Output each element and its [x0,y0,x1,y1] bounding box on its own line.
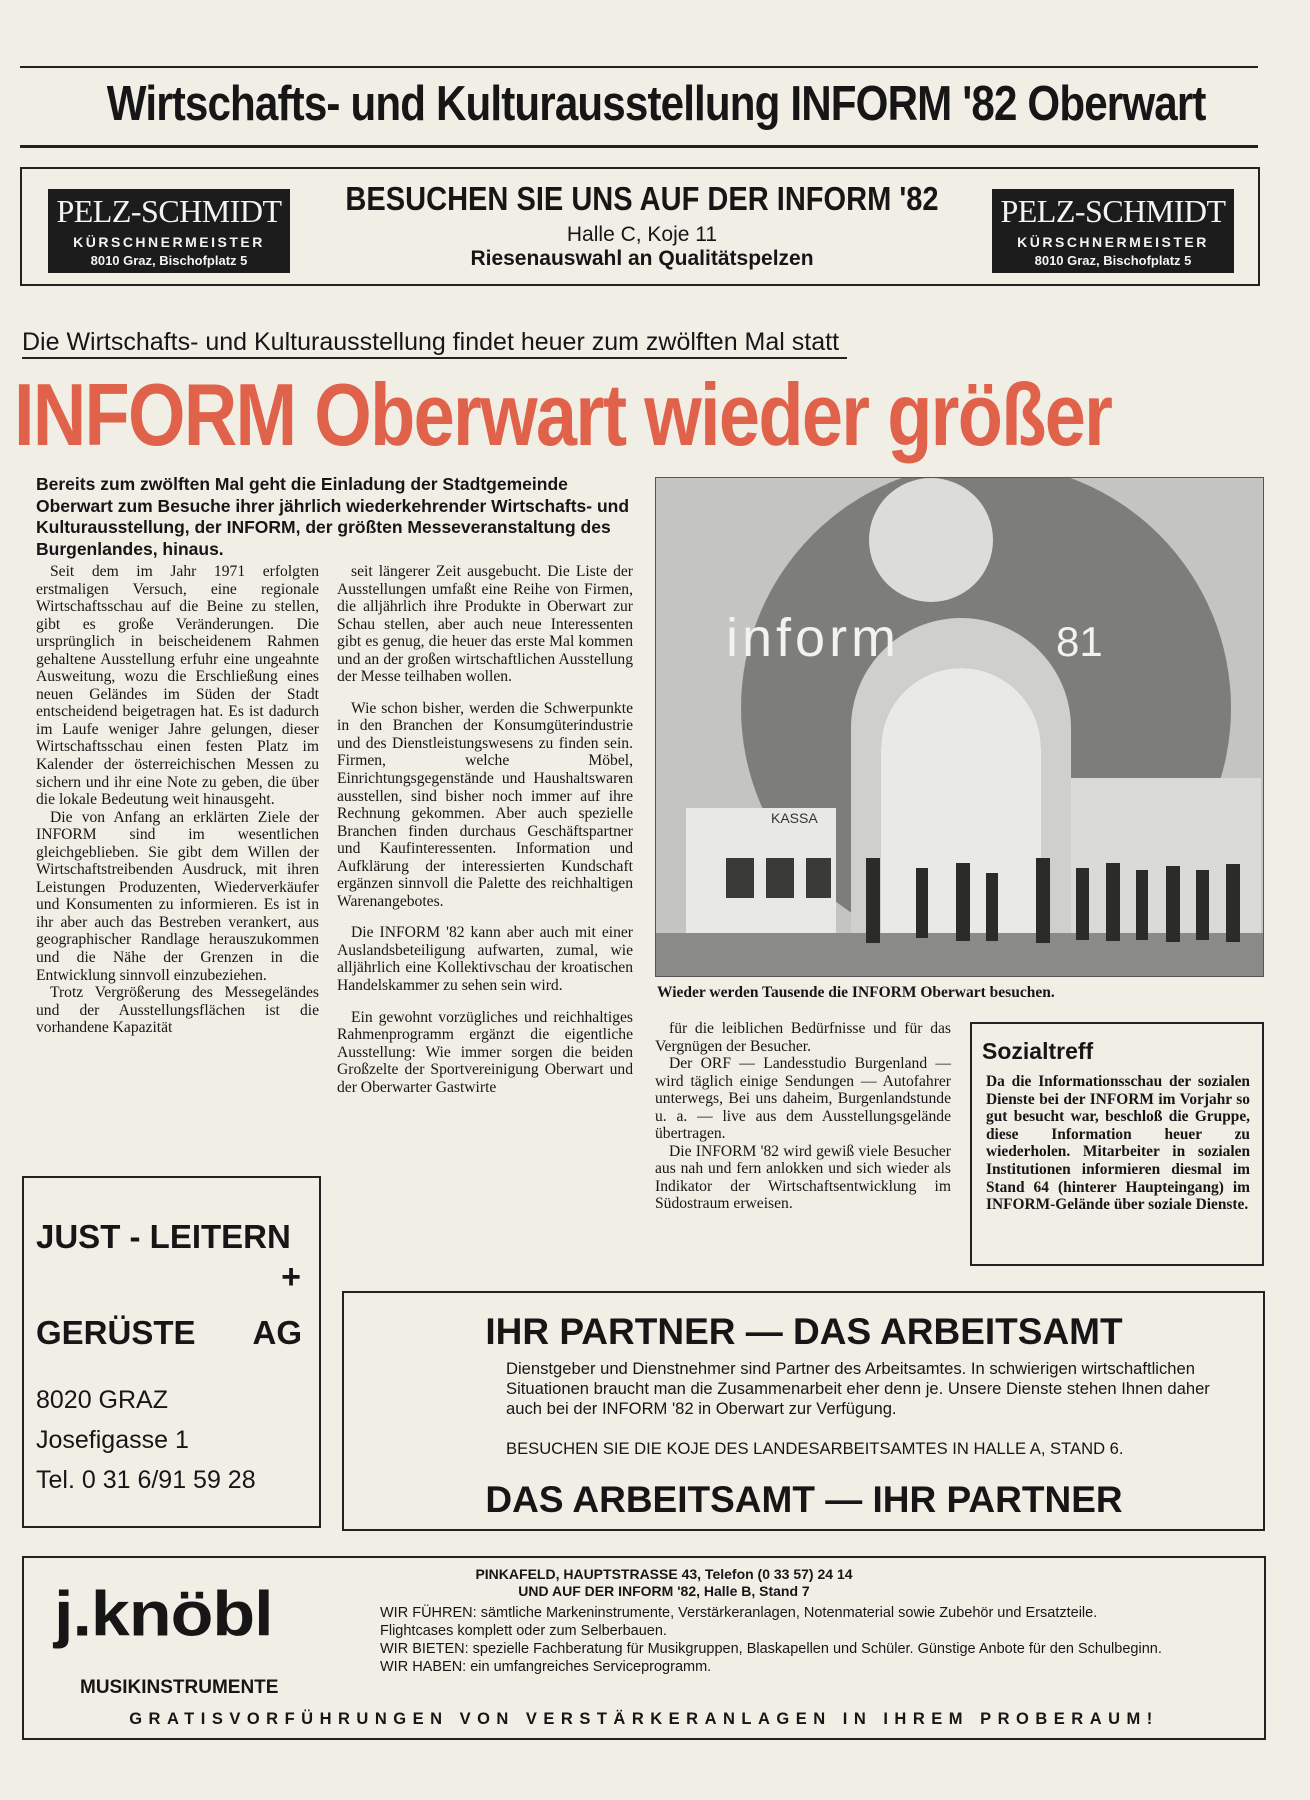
inform-arch-illustration [656,478,1263,976]
photo-kassa-sign: KASSA [771,810,818,826]
arbeitsamt-bottom-slogan: DAS ARBEITSAMT — IHR PARTNER [485,1479,1123,1520]
article-column-1 [36,563,319,1037]
knoebl-wir-haben [380,1658,1170,1676]
sozialtreff-body: Da die Informationsschau der sozialen Dienste bei der INFORM im Vorjahr so gut besucht war, beschloß die Gruppe, diese Information heuer zu wiederholen. Mitarbeiter in sozialen Institutionen informieren diesmal im Stand 64 (hinterer Haupteingang) im INFORM-Gelände über soziale Dienste. [986,1073,1250,1214]
photo-arch-year: 81 [1056,618,1103,665]
article-paragraph: Wie schon bisher, werden die Schwerpunkte in den Branchen der Konsumgüterindustrie und des Dienstleistungswesens zu finden sein. Firmen, welche Möbel, Einrichtungsgegenstände und Haushaltswaren ausstellen, sind bisher noch immer auf ihre Rechnung gekommen. Aber auch spezielle Branchen finden durchaus Geschäftspartner und Kaufinteressenten. Information und Aufklärung der interessierten Kundschaft ergänzen sinnvoll die Palette des reichhaltigen Warenangebotes. [337,699,633,910]
just-ad-phone: Tel. 0 31 6/91 59 28 [36,1466,256,1494]
pelz-schmidt-ad [20,167,1260,286]
article-column-2 [337,563,633,1096]
pelz-logo-title: KÜRSCHNERMEISTER [73,234,265,250]
knoebl-text: ein umfangreiches Serviceprogramm. [470,1659,712,1675]
article-paragraph: Ein gewohnt vorzügliches und reichhaltiges Rahmenprogramm ergänzt die eigentliche Ausstellung: Wie immer sorgen die beiden Großzelte der Sportvereinigung Oberwart und der Oberwarter Gastwirte [337,1008,633,1096]
just-leitern-ad [22,1176,321,1528]
article-paragraph: Die INFORM '82 wird gewiß viele Besucher aus nah und fern anlokken und sich wieder als Indikator der Wirtschaftsentwicklung im Südostraum erweisen. [655,1142,951,1213]
pelz-logo-title: KÜRSCHNERMEISTER [1017,234,1209,250]
knoebl-address-2: UND AUF DER INFORM '82, Halle B, Stand 7 [518,1583,810,1599]
knoebl-wir-bieten [380,1640,1170,1658]
article-paragraph: Die von Anfang an erklärten Ziele der INFORM sind im wesentlichen gleichgeblieben. Sie gibt dem Willen der Wirtschaftstreibenden Ausdruck, mit ihren Leistungen Produzenten, Wiederverkäufer und Konsumenten zu informieren. Es ist in ihr aber auch das Bestreben verankert, aus geographischer Randlage herauszukommen und die Nähe der Grenzen in die Entwicklung sinnvoll einzubeziehen. [36,808,319,984]
inform-photo [655,477,1264,977]
arbeitsamt-visit: BESUCHEN SIE DIE KOJE DES LANDESARBEITSAMTES IN HALLE A, STAND 6. [506,1439,1124,1458]
knoebl-banner: GRATISVORFÜHRUNGEN VON VERSTÄRKERANLAGEN IN IHREM PROBERAUM! [129,1710,1159,1728]
knoebl-label: WIR FÜHREN: [380,1605,477,1621]
article-paragraph: Seit dem im Jahr 1971 erfolgten erstmaligen Versuch, eine regionale Wirtschaftsschau auf die Beine zu stellen, gibt es große Veränderungen. Die ursprünglich in beischeidenem Rahmen gehaltene Ausstellung erfuhr eine ungeahnte Ausweitung, wozu die Erschließung eines neuen Geländes im Süden der Stadt entscheidend beigetragen hat. Es ist dadurch im Laufe weniger Jahre gelungen, dieser Wirtschaftsschau einen festen Platz im Kalender der österreichischen Messen zu sichern und ihr eine Note zu geben, die über die lokale Bedeutung weit hinausgeht. [36,563,319,809]
knoebl-address-1: PINKAFELD, HAUPTSTRASSE 43, Telefon (0 33 57) 24 14 [475,1566,853,1582]
arbeitsamt-top-slogan: IHR PARTNER — DAS ARBEITSAMT [485,1311,1123,1352]
article-kicker: Die Wirtschafts- und Kulturausstellung findet heuer zum zwölften Mal statt [22,328,847,359]
knoebl-logo: j.knöbl [54,1578,273,1650]
article-paragraph: Der ORF — Landesstudio Burgenland — wird täglich einige Sendungen — Autofahrer unterwegs, Bei uns daheim, Burgenlandstunde u. a. — live aus dem Ausstellungsgelände übertragen. [655,1055,951,1143]
pelz-ad-location: Halle C, Koje 11 [566,223,718,246]
pelz-logo-left [48,189,290,273]
top-rule [20,66,1258,68]
pelz-ad-center [292,169,992,271]
pelz-logo-name: PELZ-SCHMIDT [56,193,282,229]
knoebl-text: sämtliche Markeninstrumente, Verstärkeranlagen, Notenmaterial sowie Zubehör und Ersatzteile. Flightcases komplett oder zum Selberbauen. [380,1605,1098,1639]
pelz-logo-address: 8010 Graz, Bischofplatz 5 [1034,253,1192,268]
page-headline: Wirtschafts- und Kulturausstellung INFORM '82 Oberwart [106,77,1206,131]
just-ad-line1: JUST - LEITERN [36,1218,291,1255]
sozialtreff-box [970,1022,1264,1266]
article-lead: Bereits zum zwölften Mal geht die Einladung der Stadtgemeinde Oberwart zum Besuche ihrer jährlich wiederkehrender Wirtschafts- und Kulturausstellung, der INFORM, der größten Messeveranstaltung des Burgenlandes, hinaus. [36,474,630,559]
article-column-3 [655,1020,951,1213]
article-paragraph: seit längerer Zeit ausgebucht. Die Liste der Ausstellungen umfaßt eine Reihe von Firmen, die alljährlich ihre Produkte in Oberwart zur Schau stellen, aber auch neue Interessenten gibt es genug, die heuer das erste Mal kommen und an der großen wirtschaftlichen Ausstellung der Messe teilhaben wollen. [337,563,633,686]
pelz-logo-address: 8010 Graz, Bischofplatz 5 [90,253,248,268]
pelz-logo-name: PELZ-SCHMIDT [1000,193,1226,229]
arbeitsamt-body: Dienstgeber und Dienstnehmer sind Partner des Arbeitsamtes. In schwierigen wirtschaftlichen Situationen braucht man die Zusammenarbeit eher denn je. Unsere Dienste stehen Ihnen daher auch bei der INFORM '82 in Oberwart zur Verfügung. [506,1359,1210,1418]
pelz-ad-headline: BESUCHEN SIE UNS AUF DER INFORM '82 [345,180,939,217]
knoebl-wir-fuehren [380,1604,1170,1640]
just-ad-city: 8020 GRAZ [36,1386,169,1414]
just-ad-line2: GERÜSTE AG [36,1314,302,1351]
knoebl-label: WIR HABEN: [380,1659,467,1675]
article-paragraph: Die INFORM '82 kann aber auch mit einer Auslandsbeteiligung aufwarten, zumal, wie alljährlich eine Kollektivschau der kroatischen Handelskammer zu sehen sein wird. [337,924,633,995]
photo-caption: Wieder werden Tausende die INFORM Oberwart besuchen. [657,984,1055,1001]
headline-rule [20,145,1258,148]
photo-arch-text: inform [726,608,901,668]
pelz-logo-right [992,189,1234,273]
knoebl-services [380,1604,1170,1676]
arbeitsamt-ad [342,1291,1265,1531]
article-paragraph: Trotz Vergrößerung des Messegeländes und der Ausstellungsflächen ist die vorhandene Kapazität [36,984,319,1037]
pelz-ad-slogan: Riesenauswahl an Qualitätspelzen [470,247,814,270]
knoebl-text: spezielle Fachberatung für Musikgruppen, Blaskapellen und Schüler. Günstige Anbote für den Schulbeginn. [472,1641,1162,1657]
knoebl-label: WIR BIETEN: [380,1641,469,1657]
knoebl-subtitle: MUSIKINSTRUMENTE [80,1677,279,1698]
just-ad-plus: + [281,1258,301,1296]
knoebl-ad [22,1556,1266,1740]
article-paragraph: für die leiblichen Bedürfnisse und für das Vergnügen der Besucher. [655,1020,951,1055]
sozialtreff-title: Sozialtreff [982,1038,1094,1064]
just-ad-street: Josefigasse 1 [36,1426,189,1454]
article-title: INFORM Oberwart wieder größer [14,365,1112,464]
